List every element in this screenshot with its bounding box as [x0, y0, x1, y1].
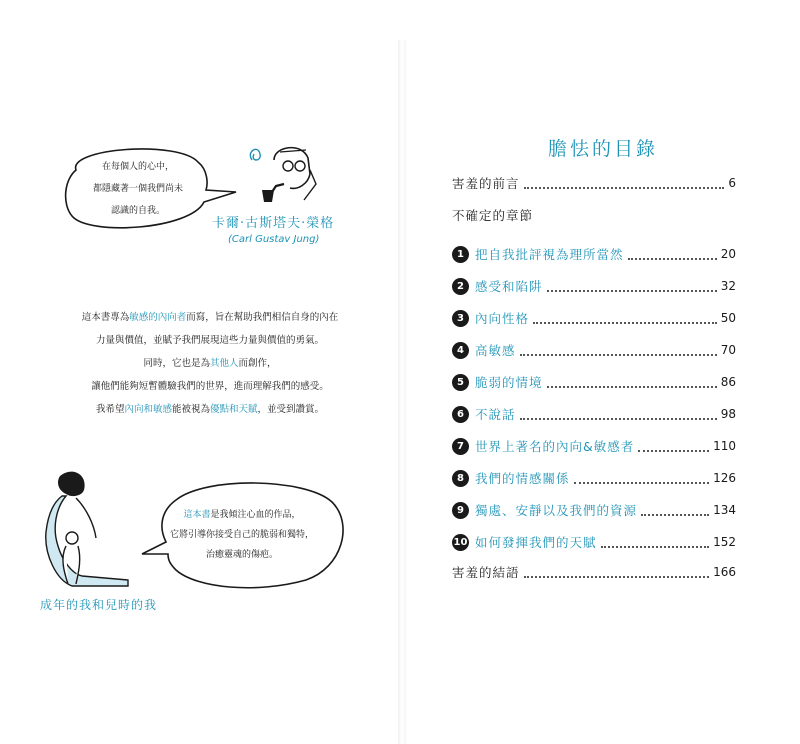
quote-line: 在每個人的心中，	[101, 162, 174, 172]
toc-page-number: 134	[713, 503, 736, 517]
dot-leader	[524, 186, 725, 189]
toc-chapter-row[interactable]	[452, 306, 736, 330]
text-line	[166, 505, 318, 525]
body-text: 同時，它也是為	[143, 358, 210, 369]
toc-page-number: 152	[713, 535, 736, 549]
body-text: 治癒靈魂的傷疤。	[205, 550, 278, 560]
adult-and-child-illustration	[42, 468, 138, 592]
highlighted-text: 這本書	[183, 510, 211, 520]
body-text: 而寫，旨在幫助我們相信自身的內在	[186, 312, 339, 323]
toc-page-number: 110	[713, 439, 736, 453]
toc-page-number: 6	[728, 176, 736, 190]
toc-conclusion-row[interactable]	[452, 560, 736, 584]
highlighted-text: 敏感的內向者	[129, 312, 187, 323]
chapter-number-badge: 2	[452, 278, 469, 295]
body-text: 而創作，	[238, 358, 277, 369]
highlighted-text: 內向和敏感	[124, 404, 172, 415]
chapter-title: 獨處、安靜以及我們的資源	[475, 503, 638, 518]
chapter-number-badge: 9	[452, 502, 469, 519]
toc-chapter-row[interactable]	[452, 402, 736, 426]
toc-page-number: 166	[713, 565, 736, 579]
chapter-title: 脆弱的情境	[475, 375, 543, 390]
chapter-number-badge: 6	[452, 406, 469, 423]
dot-leader	[533, 321, 717, 324]
chapter-title: 不說話	[475, 407, 516, 422]
toc-chapter-row[interactable]	[452, 274, 736, 298]
chapter-number-badge: 1	[452, 246, 469, 263]
chapter-title: 如何發揮我們的天賦	[475, 535, 597, 550]
toc-page-number: 70	[720, 343, 736, 357]
toc-section-heading: 不確定的章節	[452, 208, 534, 223]
toc-title: 膽怯的目錄	[548, 138, 659, 160]
illustration-caption: 成年的我和兒時的我	[40, 598, 158, 612]
toc-chapter-row[interactable]	[452, 242, 736, 266]
toc-page-number: 86	[720, 375, 736, 389]
text-line	[30, 306, 390, 329]
toc-chapter-row[interactable]	[452, 370, 736, 394]
toc-chapter-row[interactable]	[452, 434, 736, 458]
chapter-title: 世界上著名的內向&敏感者	[475, 439, 635, 454]
dot-leader	[547, 289, 717, 292]
quote-line: 都隱藏著一個我們尚未	[92, 184, 183, 194]
toc-chapter-row[interactable]	[452, 338, 736, 362]
text-line	[30, 329, 390, 352]
text-line	[30, 375, 390, 398]
toc-chapter-row[interactable]	[452, 498, 736, 522]
toc-preface-row[interactable]	[452, 171, 736, 195]
jung-portrait-illustration	[244, 140, 324, 204]
dot-leader	[601, 545, 710, 548]
toc-conclusion-label: 害羞的結語	[452, 565, 520, 580]
toc-page-number: 98	[720, 407, 736, 421]
highlighted-text: 其他人	[209, 358, 239, 369]
body-text: 是我傾注心血的作品，	[210, 510, 301, 520]
chapter-number-badge: 7	[452, 438, 469, 455]
chapter-number-badge: 3	[452, 310, 469, 327]
dot-leader	[524, 575, 710, 578]
body-text: 力量與價值，並賦予我們展現這些力量與價值的勇氣。	[95, 335, 324, 346]
body-text: 它將引導你接受自己的脆弱和獨特，	[169, 530, 314, 540]
dot-leader	[628, 257, 717, 260]
quote-line: 認識的自我。	[110, 206, 165, 216]
body-text: 這本書專為	[81, 312, 130, 323]
dot-leader	[574, 481, 710, 484]
body-text: ，並受到讚賞。	[257, 404, 325, 415]
chapter-title: 高敏感	[475, 343, 516, 358]
toc-page-number: 20	[720, 247, 736, 261]
dot-leader	[520, 417, 717, 420]
author-name: 卡爾·古斯塔夫·榮格	[212, 216, 335, 231]
chapter-title: 把自我批評視為理所當然	[475, 247, 624, 262]
chapter-number-badge: 10	[452, 534, 469, 551]
chapter-number-badge: 4	[452, 342, 469, 359]
body-text: 我希望	[95, 404, 125, 415]
text-line	[166, 525, 318, 545]
text-line	[166, 545, 318, 565]
chapter-number-badge: 5	[452, 374, 469, 391]
text-line	[30, 398, 390, 421]
toc-preface-label: 害羞的前言	[452, 176, 520, 191]
body-text: 能被視為	[171, 404, 210, 415]
page-gutter	[398, 40, 406, 744]
highlighted-text: 優點和天賦	[210, 404, 258, 415]
author-name-en: (Carl Gustav Jung)	[228, 234, 320, 245]
chapter-number-badge: 8	[452, 470, 469, 487]
body-text: 讓他們能夠短暫體驗我們的世界，進而理解我們的感受。	[91, 381, 329, 392]
toc-page-number: 50	[720, 311, 736, 325]
toc-page-number: 32	[720, 279, 736, 293]
author-bubble-text	[166, 505, 318, 565]
toc-chapter-row[interactable]	[452, 530, 736, 554]
dot-leader	[638, 449, 709, 452]
chapter-title: 感受和陷阱	[475, 279, 543, 294]
chapter-title: 內向性格	[475, 311, 530, 326]
chapter-title: 我們的情感關係	[475, 471, 570, 486]
dot-leader	[641, 513, 709, 516]
toc-chapter-row[interactable]	[452, 466, 736, 490]
intro-paragraph	[30, 306, 390, 421]
jung-quote	[76, 156, 200, 222]
toc-page-number: 126	[713, 471, 736, 485]
dot-leader	[520, 353, 717, 356]
dot-leader	[547, 385, 717, 388]
text-line	[30, 352, 390, 375]
